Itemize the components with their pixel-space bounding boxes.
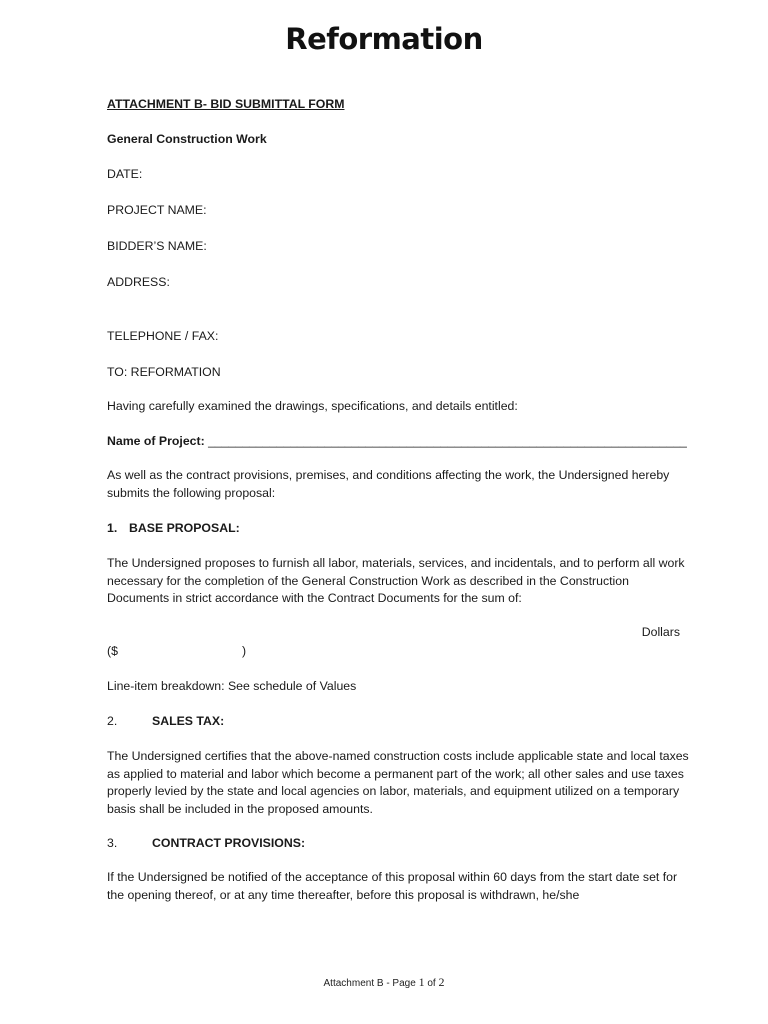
amount-paren-open: ($ bbox=[107, 644, 118, 658]
section-1-title: BASE PROPOSAL: bbox=[129, 521, 240, 535]
footer-prefix: Attachment B - Page bbox=[323, 978, 416, 989]
address-field-label: ADDRESS: bbox=[107, 275, 170, 289]
section-2-text: The Undersigned certifies that the above-named construction costs include applicable state and local taxes as applied to material and labor which become a permanent part of the work; all other sales and use taxes properly levied by the state and local agencies on labor, materials, and equipment utilized on a temporary basis shall be included in the proposed amounts. bbox=[107, 749, 689, 816]
name-of-project-blank: ______________________________________________________________________ bbox=[208, 434, 687, 448]
section-1-heading bbox=[107, 520, 687, 538]
form-title: ATTACHMENT B- BID SUBMITTAL FORM bbox=[107, 97, 345, 111]
bidders-name-field-label: BIDDER’S NAME: bbox=[107, 239, 207, 253]
date-field-label: DATE: bbox=[107, 167, 143, 181]
company-logo: Reformation bbox=[285, 22, 483, 56]
footer-of: of bbox=[427, 978, 436, 989]
form-subtitle: General Construction Work bbox=[107, 132, 267, 146]
project-name-field-label: PROJECT NAME: bbox=[107, 203, 207, 217]
section-2-title: SALES TAX: bbox=[152, 714, 225, 728]
section-1-text: The Undersigned proposes to furnish all labor, materials, services, and incidentals, and to perform all work necessary for the completion of the General Construction Work as described in the Construction Documents in strict accordance with the Contract Documents for the sum of: bbox=[107, 556, 685, 605]
amount-paren-close: ) bbox=[242, 644, 247, 658]
name-of-project-line bbox=[107, 433, 707, 451]
line-item-breakdown: Line-item breakdown: See schedule of Values bbox=[107, 679, 357, 693]
section-2-number: 2. bbox=[107, 714, 118, 728]
section-3-title: CONTRACT PROVISIONS: bbox=[152, 836, 306, 850]
contract-intro-paragraph: As well as the contract provisions, premises, and conditions affecting the work, the Undersigned hereby submits the following proposal: bbox=[107, 468, 670, 500]
dollars-label: Dollars bbox=[641, 625, 680, 639]
intro-paragraph: Having carefully examined the drawings, specifications, and details entitled: bbox=[107, 399, 518, 413]
page-footer bbox=[0, 975, 768, 990]
telephone-fax-field-label: TELEPHONE / FAX: bbox=[107, 329, 219, 343]
section-3-text: If the Undersigned be notified of the acceptance of this proposal within 60 days from the start date set for the opening thereof, or at any time thereafter, before this proposal is withdrawn, he/she bbox=[107, 870, 678, 902]
section-2-heading bbox=[107, 713, 687, 731]
section-1-number: 1. bbox=[107, 521, 118, 535]
section-3-heading bbox=[107, 835, 687, 853]
to-recipient: TO: REFORMATION bbox=[107, 365, 221, 379]
section-3-number: 3. bbox=[107, 836, 118, 850]
footer-total-pages: 2 bbox=[438, 975, 445, 989]
name-of-project-label: Name of Project: bbox=[107, 434, 205, 448]
footer-page-number: 1 bbox=[418, 975, 425, 989]
